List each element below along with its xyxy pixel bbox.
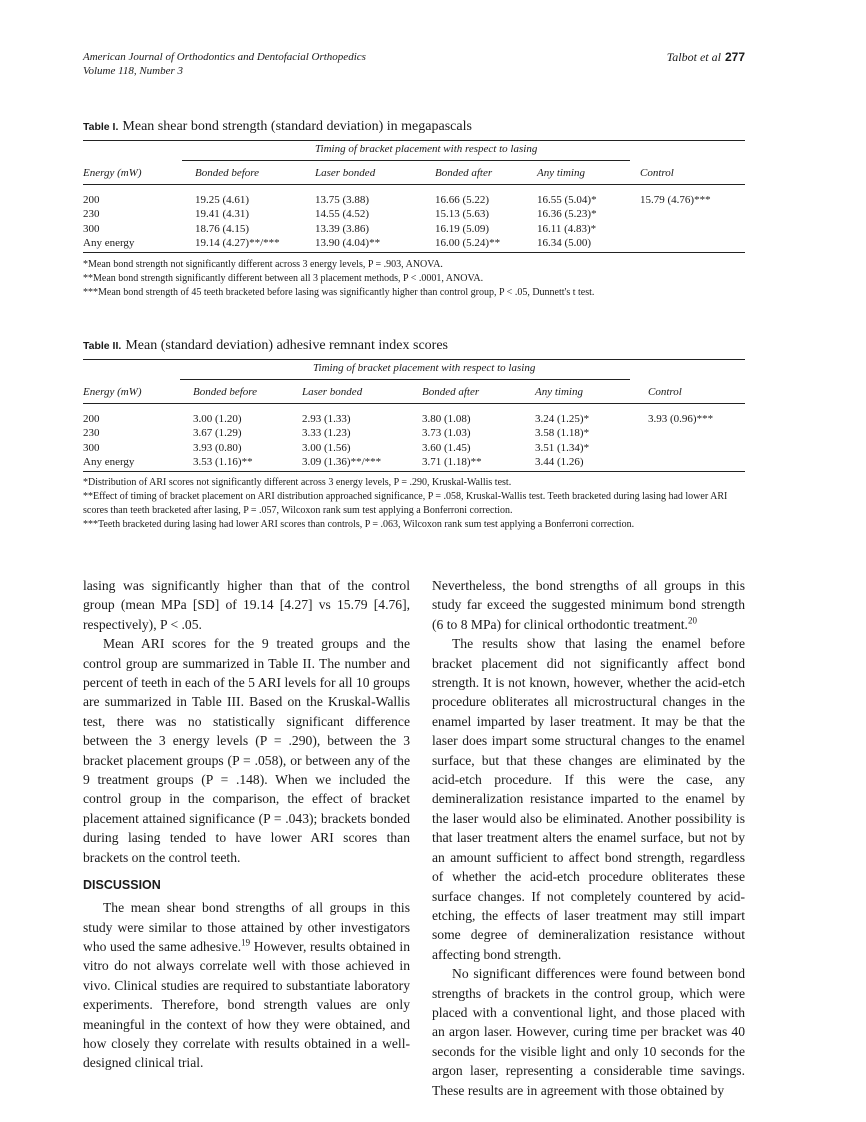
column-header: Laser bonded — [315, 167, 376, 179]
table-cell: 3.00 (1.56) — [302, 441, 351, 454]
table-cell: 16.36 (5.23)* — [537, 208, 597, 221]
table-cell: 3.58 (1.18)* — [535, 427, 590, 440]
table-caption: Mean (standard deviation) adhesive remnant index scores — [125, 338, 448, 353]
table-cell: 16.00 (5.24)** — [435, 236, 501, 249]
table-footnotes — [83, 258, 745, 300]
table-label: Table I. — [83, 121, 119, 133]
paragraph: Mean ARI scores for the 9 treated groups and the control group are summarized in Table II. The number and percent of teeth in each of the 5 ARI levels for all 10 groups are summarized in Table III. Based on the Kruskal-Wallis test, there was no statistically significant difference between the 3 energy levels (P = .290), between the 3 bracket placement groups (P = .058), or between any of the 9 treatment groups (P = .148). When we included the control group in the comparison, the effect of bracket placement attained significance (P = .043); brackets bonded during lasing tended to have lower ARI scores than brackets on the control teeth. — [83, 636, 410, 865]
table-cell: 3.80 (1.08) — [422, 413, 471, 425]
table-cell: 3.60 (1.45) — [422, 441, 471, 454]
rule-bottom — [83, 252, 745, 253]
footnote: **Effect of timing of bracket placement on ARI distribution approached significance, P = .058, Kruskal-Wallis test. Teeth bracketed during lasing had lower ARI scores than teeth bracketed after lasing, P = .057, Wilcoxon rank sum test applying a Bonferroni correction. — [83, 491, 728, 516]
column-header: Bonded before — [195, 167, 260, 179]
rule-header — [83, 184, 745, 185]
rule-top — [83, 359, 745, 360]
table-cell: 230 — [83, 427, 100, 440]
table-cell: 19.25 (4.61) — [195, 194, 250, 206]
column-header: Any timing — [535, 386, 583, 398]
table-cell: 3.71 (1.18)** — [422, 455, 482, 468]
table-cell: 16.55 (5.04)* — [537, 194, 597, 206]
table-label: Table II. — [83, 340, 122, 352]
table-cell: 19.14 (4.27)**/*** — [195, 236, 280, 249]
running-header-right — [667, 50, 745, 65]
left-column — [83, 576, 410, 1073]
paragraph: No significant differences were found between bond strengths of brackets in the control group, which were placed with a conventional light, and those placed with an argon laser. However, curing time per bracket was 40 seconds for the visible light and only 10 seconds for the argon laser, representing a considerable time savings. These results are in agreement with those obtained by — [432, 966, 745, 1098]
column-header: Bonded after — [422, 386, 480, 398]
paragraph: lasing was significantly higher than that of the control group (mean MPa [SD] of 19.14 [4.27] vs 15.79 [4.76], respectively), P < .05. — [83, 578, 410, 632]
footnote: **Mean bond strength significantly different between all 3 placement methods, P < .0001, ANOVA. — [83, 273, 484, 284]
page-number: 277 — [724, 50, 745, 64]
citation: 19 — [241, 937, 251, 948]
column-header: Laser bonded — [302, 386, 363, 398]
rule-header — [83, 403, 745, 404]
table-cell: 300 — [83, 441, 100, 454]
table-cell: 16.34 (5.00) — [537, 236, 592, 249]
table-cell: 19.41 (4.31) — [195, 208, 250, 221]
footnote: *Distribution of ARI scores not significantly different across 3 energy levels, P = .290, Kruskal-Wallis test. — [83, 477, 512, 488]
table-cell: 3.33 (1.23) — [302, 427, 351, 440]
paragraph: Nevertheless, the bond strengths of all groups in this study far exceed the suggested minimum bond strength (6 to 8 MPa) for clinical orthodontic treatment.$^{20}$ — [432, 578, 745, 632]
table-cell: 3.93 (0.96)*** — [648, 413, 714, 425]
section-heading: DISCUSSION — [83, 878, 161, 893]
table-cell: 3.93 (0.80) — [193, 441, 242, 454]
journal-name: American Journal of Orthodontics and Dentofacial Orthopedics — [83, 51, 366, 63]
table-cell: 300 — [83, 222, 100, 235]
column-header: Energy (mW) — [83, 167, 142, 179]
table-cell: 230 — [83, 208, 100, 221]
table-cell: 3.44 (1.26) — [535, 455, 584, 468]
column-spanner: Timing of bracket placement with respect to lasing — [313, 362, 536, 374]
table-cell: 15.79 (4.76)*** — [640, 194, 711, 206]
column-spanner: Timing of bracket placement with respect to lasing — [315, 143, 538, 155]
table-cell: Any energy — [83, 455, 135, 468]
column-header: Bonded before — [193, 386, 258, 398]
table-cell: 3.24 (1.25)* — [535, 413, 590, 425]
rule-top — [83, 140, 745, 141]
paragraph: The results show that lasing the enamel before bracket placement did not significantly affect bond strength. It is not known, however, whether the acid-etch procedure obliterates all microstructural changes in the enamel imparted by laser treatment. It may be that the laser does impart some structural changes to the enamel surface, but that these changes are eliminated by the acid-etch procedure. If this were the case, any demineralization resistance imparted to the enamel by the laser would also be eliminated. Another possibility is that laser treatment alters the enamel surface, but not by an amount sufficient to affect bond strength, regardless of whether the acid-etch procedure obliterates these surface changes. If not completely countered by acid-etching, the effects of laser treatment may still impart some degree of demineralization resistance without affecting bond strength. — [432, 636, 745, 962]
table-cell: 3.51 (1.34)* — [535, 441, 590, 454]
journal-volume: Volume 118, Number 3 — [83, 65, 184, 77]
table-cell: 3.00 (1.20) — [193, 413, 242, 425]
running-header — [83, 50, 366, 78]
footnote: ***Mean bond strength of 45 teeth bracketed before lasing was significantly higher than control group, P < .05, Dunnett's t test. — [83, 287, 595, 298]
right-column — [432, 576, 745, 1100]
table-cell: 16.11 (4.83)* — [537, 222, 597, 235]
footnote: *Mean bond strength not significantly different across 3 energy levels, P = .903, ANOVA. — [83, 259, 443, 270]
rule-spanner — [180, 379, 630, 380]
table-cell: 13.75 (3.88) — [315, 194, 370, 206]
table-cell: 3.73 (1.03) — [422, 427, 471, 440]
table-cell: 14.55 (4.52) — [315, 208, 370, 221]
rule-bottom — [83, 471, 745, 472]
paragraph: The mean shear bond strengths of all groups in this study were similar to those attained by other investigators who used the same adhesive.$^{19}$ However, results obtained in vitro do not always correlate well with those achieved in vivo. Clinical studies are required to substantiate laboratory experiments. Therefore, bond strength values are only meaningful in the context of how they were obtained, and how closely they correlate with results obtained in a well-designed clinical trial. — [83, 900, 410, 1071]
column-header: Bonded after — [435, 167, 493, 179]
table-title — [83, 119, 472, 135]
column-header: Control — [640, 167, 674, 179]
table-cell: 13.39 (3.86) — [315, 222, 370, 235]
table-cell: Any energy — [83, 236, 135, 249]
table-cell: 3.53 (1.16)** — [193, 455, 253, 468]
table-cell: 15.13 (5.63) — [435, 208, 490, 221]
column-header: Control — [648, 386, 682, 398]
table-cell: 3.67 (1.29) — [193, 427, 242, 440]
table-cell: 200 — [83, 413, 100, 425]
column-header: Energy (mW) — [83, 386, 142, 398]
table-cell: 16.19 (5.09) — [435, 222, 490, 235]
table-cell: 3.09 (1.36)**/*** — [302, 455, 382, 468]
table-cell: 2.93 (1.33) — [302, 413, 351, 425]
table-cell: 16.66 (5.22) — [435, 194, 490, 206]
table-cell: 18.76 (4.15) — [195, 222, 250, 235]
table-cell: 200 — [83, 194, 100, 206]
table-title — [83, 338, 448, 354]
table-cell: 13.90 (4.04)** — [315, 236, 381, 249]
table-caption: Mean shear bond strength (standard deviation) in megapascals — [122, 119, 472, 134]
table-footnotes — [83, 476, 745, 532]
citation: 20 — [687, 615, 697, 626]
column-header: Any timing — [537, 167, 585, 179]
footnote: ***Teeth bracketed during lasing had lower ARI scores than controls, P = .063, Wilcoxon rank sum test applying a Bonferroni correction. — [83, 519, 635, 530]
authors: Talbot et al — [666, 50, 721, 64]
rule-spanner — [182, 160, 630, 161]
